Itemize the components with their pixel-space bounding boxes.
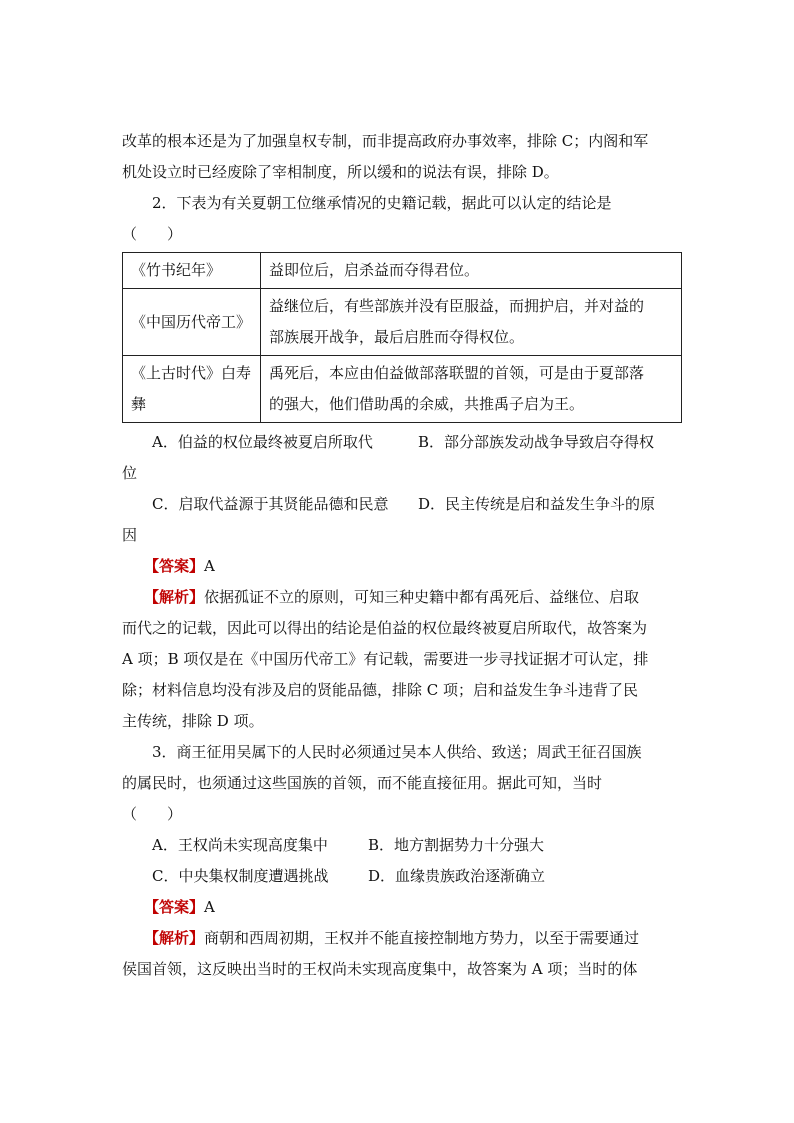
q2-analysis-line-2: 而代之的记载，因此可以得出的结论是伯益的权位最终被夏启所取代，故答案为 [122,619,648,637]
q2-options-row-2 [122,489,682,520]
q2-option-b[interactable]: B．部分部族发动战争导致启夺得权 [418,433,655,451]
table-row [123,356,682,423]
analysis-text: 商朝和西周初期，王权并不能直接控制地方势力，以至于需要通过 [204,929,640,947]
document-content [122,126,682,985]
table-row [123,253,682,289]
intro-line-1: 改革的根本还是为了加强皇权专制，而非提高政府办事效率，排除 C；内阁和军 [122,132,649,150]
answer-value: A [204,557,215,575]
q2-paren: （ ） [122,225,183,243]
q3-options-row-1 [122,830,682,861]
q2-options-row-1 [122,427,682,458]
q2-option-a[interactable]: A．伯益的权位最终被夏启所取代 [152,433,373,451]
q3-analysis-line-1 [122,923,682,954]
answer-tag: 【答案】 [144,898,205,916]
q3-option-b[interactable]: B．地方割据势力十分强大 [368,836,545,854]
q2-option-b-wrap: 位 [122,464,138,482]
q3-paren: （ ） [122,805,183,823]
q2-analysis-line-4: 除；材料信息均没有涉及启的贤能品德，排除 C 项；启和益发生争斗违背了民 [122,681,639,699]
table-text-line: 的强大，他们借助禹的余威，共推禹子启为王。 [269,395,585,413]
analysis-tag: 【解析】 [144,588,205,606]
table-text-line: 益继位后，有些部族并没有臣服益，而拥护启，并对益的 [269,297,645,315]
q3-option-d[interactable]: D．血缘贵族政治逐渐确立 [368,867,546,885]
q2-analysis-line-1 [122,582,682,613]
table-text-line: 部族展开战争，最后启胜而夺得权位。 [269,328,525,346]
q2-option-c[interactable]: C．启取代益源于其贤能品德和民意 [152,495,389,513]
table-source-line: 《上古时代》白寿 [131,364,252,382]
q2-option-d-wrap: 因 [122,526,138,544]
intro-line-2: 机处设立时已经废除了宰相制度，所以缓和的说法有误，排除 D。 [122,163,559,181]
q3-answer [122,892,682,923]
q2-analysis-line-5: 主传统，排除 D 项。 [122,712,264,730]
q3-option-a[interactable]: A．王权尚未实现高度集中 [152,836,328,854]
analysis-tag: 【解析】 [144,929,205,947]
table-text-line: 益即位后，启杀益而夺得君位。 [269,261,480,279]
q2-analysis-line-3: A 项；B 项仅是在《中国历代帝工》有记载，需要进一步寻找证据才可认定，排 [122,650,649,668]
table-source-cell [123,356,261,423]
table-source-cell: 《竹书纪年》 [123,253,261,289]
q3-option-c[interactable]: C．中央集权制度遭遇挑战 [152,867,329,885]
q2-history-table [122,252,682,423]
q3-stem-line-1: 3．商王征用吴属下的人民时必须通过吴本人供给、致送；周武王征召国族 [152,743,642,761]
q2-stem: 2．下表为有关夏朝工位继承情况的史籍记载，据此可以认定的结论是 [152,194,612,212]
table-source-cell: 《中国历代帝工》 [123,289,261,356]
table-text-line: 禹死后，本应由伯益做部落联盟的首领，可是由于夏部落 [269,364,645,382]
table-row [123,289,682,356]
table-text-cell [261,356,682,423]
table-source-line: 彝 [131,395,147,413]
q3-options-row-2 [122,861,682,892]
table-text-cell [261,253,682,289]
q3-analysis-line-2: 侯国首领，这反映出当时的王权尚未实现高度集中，故答案为 A 项；当时的体 [122,960,638,978]
answer-value: A [204,898,215,916]
analysis-text: 依据孤证不立的原则，可知三种史籍中都有禹死后、益继位、启取 [204,588,640,606]
table-text-cell [261,289,682,356]
q2-option-d[interactable]: D．民主传统是启和益发生争斗的原 [418,495,656,513]
answer-tag: 【答案】 [144,557,205,575]
q3-stem-line-2: 的属民时，也须通过这些国族的首领，而不能直接征用。据此可知，当时 [122,774,603,792]
q2-answer [122,551,682,582]
